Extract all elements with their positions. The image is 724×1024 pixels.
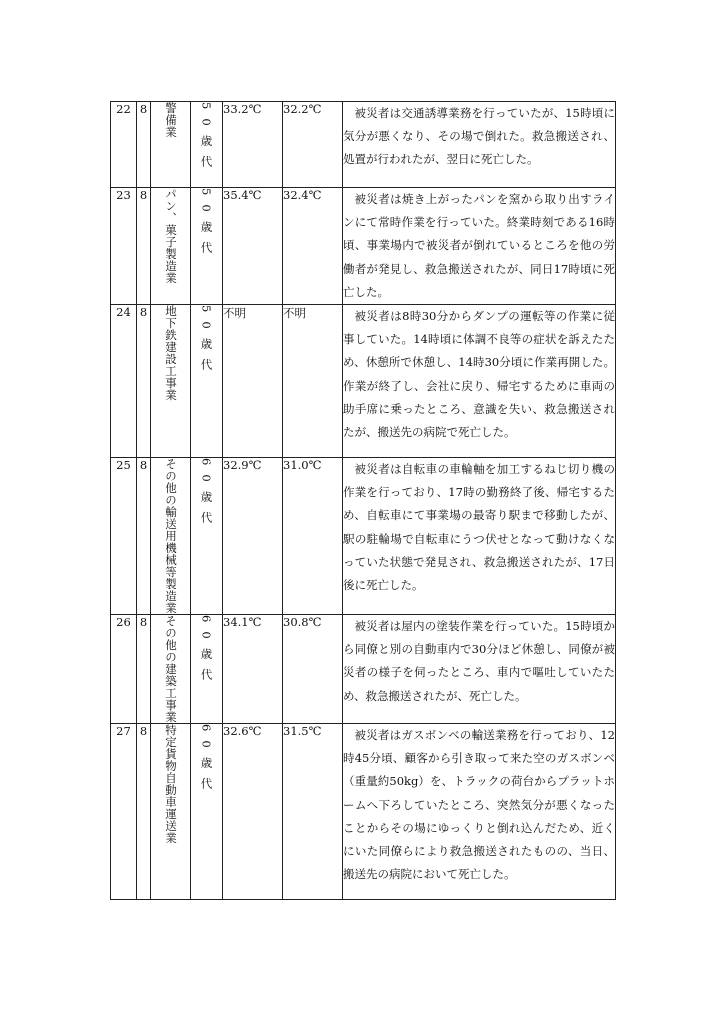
table-row <box>111 102 616 188</box>
table-row <box>111 615 616 724</box>
case-description: 被災者は自転車の車輪軸を加工するねじ切り機の作業を行っており、17時の勤務終了後、帰宅するため、自転車にて事業場の最寄り駅まで移動したが、駅の駐輪場で自転車にうつ伏せとなって動けなくなっていた状態で発見され、救急搬送されたが、17日後に死亡した。 <box>343 462 615 593</box>
case-table <box>110 101 616 900</box>
age-group: 60歳代 <box>199 615 214 689</box>
wbgt-value: 35.4℃ <box>223 188 283 305</box>
industry-name: その他の建築工事業 <box>164 615 178 724</box>
temperature-value: 32.4℃ <box>283 188 343 305</box>
wbgt-value: 32.6℃ <box>223 724 283 900</box>
wbgt-value: 32.9℃ <box>223 458 283 615</box>
industry-name: 警備業 <box>164 102 178 138</box>
case-number: 27 <box>111 724 137 900</box>
age-group: 50歳代 <box>199 305 214 379</box>
industry-name: 地下鉄建設工事業 <box>164 305 178 402</box>
industry-name: パン、菓子製造業 <box>164 188 178 284</box>
age-group: 50歳代 <box>199 102 214 176</box>
case-month: 8 <box>137 188 151 305</box>
table-row <box>111 458 616 615</box>
case-number: 25 <box>111 458 137 615</box>
wbgt-value: 33.2℃ <box>223 102 283 188</box>
table-row <box>111 188 616 305</box>
wbgt-value: 34.1℃ <box>223 615 283 724</box>
case-number: 23 <box>111 188 137 305</box>
case-month: 8 <box>137 724 151 900</box>
age-group: 50歳代 <box>199 188 214 262</box>
case-description: 被災者は8時30分からダンプの運転等の作業に従事していた。14時頃に体調不良等の症状を訴えたため、休憩所で休憩し、14時30分頃に作業再開した。作業が終了し、会社に戻り、帰宅するために車両の助手席に乗ったところ、意識を失い、救急搬送されたが、搬送先の病院で死亡した。 <box>343 309 615 440</box>
temperature-value: 30.8℃ <box>283 615 343 724</box>
case-month: 8 <box>137 458 151 615</box>
case-month: 8 <box>137 615 151 724</box>
wbgt-value: 不明 <box>223 305 283 458</box>
temperature-value: 31.0℃ <box>283 458 343 615</box>
case-description: 被災者は屋内の塗装作業を行っていた。15時頃から同僚と別の自動車内で30分ほど休憩し、同僚が被災者の様子を伺ったところ、車内で嘔吐していたため、救急搬送されたが、死亡した。 <box>343 619 615 703</box>
case-number: 26 <box>111 615 137 724</box>
case-number: 22 <box>111 102 137 188</box>
table-row <box>111 305 616 458</box>
temperature-value: 32.2℃ <box>283 102 343 188</box>
industry-name: その他の輸送用機械等製造業 <box>164 458 178 615</box>
industry-name: 特定貨物自動車運送業 <box>164 724 178 845</box>
table-row <box>111 724 616 900</box>
age-group: 60歳代 <box>199 724 214 798</box>
case-number: 24 <box>111 305 137 458</box>
case-month: 8 <box>137 305 151 458</box>
case-description: 被災者は交通誘導業務を行っていたが、15時頃に気分が悪くなり、その場で倒れた。救急搬送され、処置が行われたが、翌日に死亡した。 <box>343 106 615 167</box>
case-description: 被災者はガスボンベの輸送業務を行っており、12時45分頃、顧客から引き取って来た空のガスボンベ（重量約50kg）を、トラックの荷台からプラットホームへ下ろしていたところ、突然気分が悪くなったことからその場にゆっくりと倒れ込んだため、近くにいた同僚らにより救急搬送されたものの、当日、搬送先の病院において死亡した。 <box>343 728 615 882</box>
case-description: 被災者は焼き上がったパンを窯から取り出すラインにて常時作業を行っていた。終業時刻である16時頃、事業場内で被災者が倒れているところを他の労働者が発見し、救急搬送されたが、同日17時頃に死亡した。 <box>343 192 615 299</box>
case-month: 8 <box>137 102 151 188</box>
temperature-value: 不明 <box>283 305 343 458</box>
age-group: 60歳代 <box>199 458 214 532</box>
temperature-value: 31.5℃ <box>283 724 343 900</box>
